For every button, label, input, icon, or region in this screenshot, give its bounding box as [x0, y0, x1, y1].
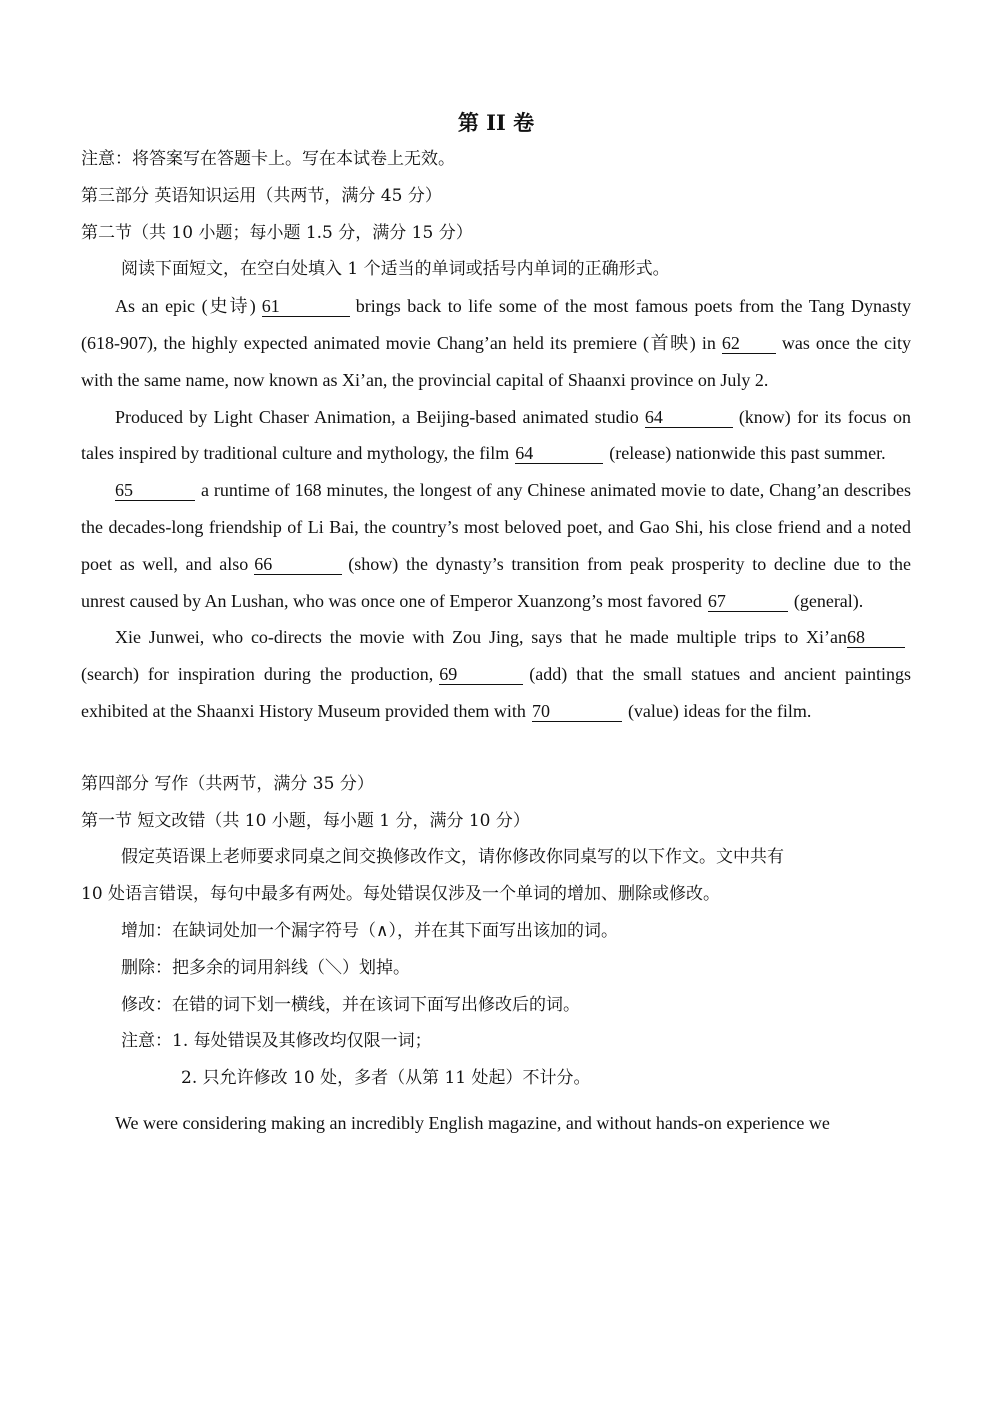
- note-2: 2. 只允许修改 10 处，多者（从第 11 处起）不计分。: [181, 1068, 591, 1089]
- notice: 注意：将答案写在答题卡上。写在本试卷上无效。: [81, 149, 455, 169]
- rule-delete: 删除：把多余的词用斜线（＼）划掉。: [121, 957, 410, 978]
- part4-intro-line1: 假定英语课上老师要求同桌之间交换修改作文，请你修改你同桌写的以下作文。文中共有: [121, 847, 784, 868]
- part3-section2: 第二节（共 10 小题；每小题 1.5 分，满分 15 分）: [81, 222, 473, 243]
- note-1: 注意：1. 每处错误及其修改均仅限一词；: [121, 1031, 432, 1052]
- paper-title: 第 II 卷: [457, 110, 535, 135]
- blank-69: 69: [439, 664, 523, 685]
- part4-heading: 第四部分 写作（共两节，满分 35 分）: [81, 773, 374, 794]
- part4-section1: 第一节 短文改错（共 10 小题，每小题 1 分，满分 10 分）: [81, 810, 530, 831]
- exam-page: [81, 105, 911, 1141]
- part3-heading: 第三部分 英语知识运用（共两节，满分 45 分）: [81, 185, 442, 206]
- passage-paragraph-4: Xie Junwei, who co-directs the movie with Zou Jing, says that he made multiple trips to Xi’an68(search) for inspiration during the production, 69 (add) that the small statues and ancient paintings exhibited at the Shaanxi History Museum provided them with 70 (value) ideas for the film.: [81, 627, 912, 721]
- passage-paragraph-3: 65 a runtime of 168 minutes, the longest of any Chinese animated movie to date, Chang’an describes the decades-long friendship of Li Bai, the country’s most beloved poet, and Gao Shi, his close friend and a noted poet as well, and also 66 (show) the dynasty’s transition from peak prosperity to decline due to the unrest caused by An Lushan, who was once one of Emperor Xuanzong’s most favored 67 (general).: [81, 480, 911, 611]
- blank-70: 70: [532, 701, 622, 722]
- blank-65: 65: [115, 480, 195, 501]
- passage-paragraph-1: As an epic (史诗) 61 brings back to life some of the most famous poets from the Tang Dynasty (618-907), the highly expected animated movie Chang’an held its premiere (首映) in 62 was once the city with the same name, now known as Xi’an, the provincial capital of Shaanxi province on July 2.: [81, 296, 912, 390]
- blank-67: 67: [708, 591, 788, 612]
- rule-modify: 修改：在错的词下划一横线，并在该词下面写出修改后的词。: [121, 994, 580, 1015]
- part4-intro-line2: 10 处语言错误，每句中最多有两处。每处错误仅涉及一个单词的增加、删除或修改。: [81, 884, 721, 905]
- rule-add: 增加：在缺词处加一个漏字符号（∧），并在其下面写出该加的词。: [121, 920, 618, 941]
- passage-paragraph-2: Produced by Light Chaser Animation, a Beijing-based animated studio 64 (know) for its focus on tales inspired by traditional culture and mythology, the film 64 (release) nationwide this past summer.: [81, 406, 911, 464]
- blank-64b: 64: [515, 443, 603, 464]
- part3-instruction: 阅读下面短文，在空白处填入 1 个适当的单词或括号内单词的正确形式。: [121, 259, 670, 280]
- blank-62: 62: [722, 333, 776, 354]
- blank-61: 61: [262, 296, 350, 317]
- blank-66: 66: [254, 554, 342, 575]
- blank-64a: 64: [645, 407, 733, 428]
- blank-68: 68: [847, 627, 905, 648]
- essay-first-line: We were considering making an incredibly English magazine, and without hands-on experience we: [115, 1112, 830, 1133]
